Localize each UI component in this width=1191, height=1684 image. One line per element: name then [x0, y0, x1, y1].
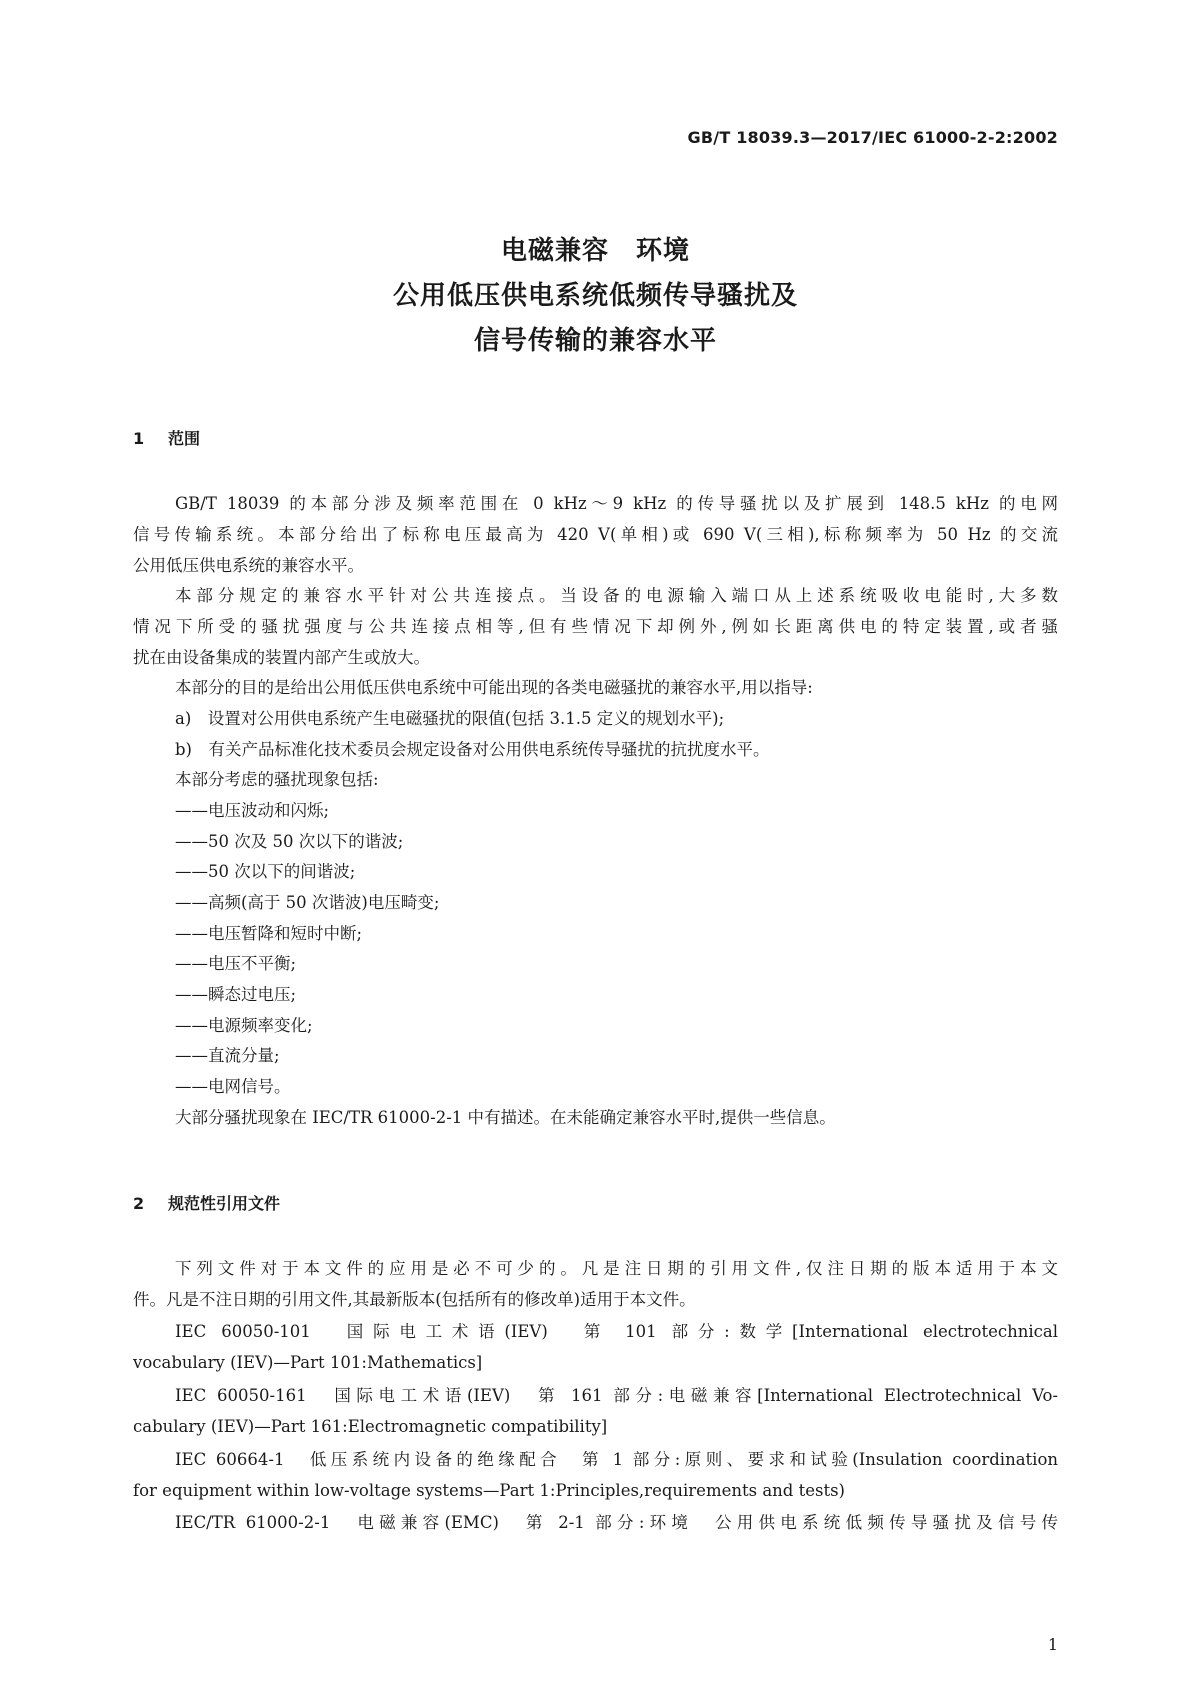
section-1-title: 范围 — [168, 429, 201, 448]
list-item: ——50 次以下的间谐波; — [175, 862, 356, 881]
paragraph-line: 本部分的目的是给出公用低压供电系统中可能出现的各类电磁骚扰的兼容水平,用以指导: — [175, 678, 813, 697]
paragraph-line: 扰在由设备集成的装置内部产生或放大。 — [133, 648, 430, 667]
section-1-number: 1 — [133, 429, 145, 448]
reference-line: vocabulary (IEV)—Part 101:Mathematics] — [133, 1353, 483, 1372]
reference-line: IEC/TR 61000-2-1 电磁兼容(EMC) 第 2-1 部分:环境 公用供电系统低频传导骚扰及信号传 — [175, 1513, 1058, 1532]
paragraph-line: 本部分考虑的骚扰现象包括: — [175, 770, 379, 789]
paragraph-line: 件。凡是不注日期的引用文件,其最新版本(包括所有的修改单)适用于本文件。 — [133, 1290, 696, 1309]
paragraph-line: 情况下所受的骚扰强度与公共连接点相等,但有些情况下却例外,例如长距离供电的特定装置,或者骚 — [133, 617, 1058, 636]
list-item: ——电压暂降和短时中断; — [175, 924, 363, 943]
reference-line: for equipment within low-voltage systems—Part 1:Principles,requirements and tests) — [133, 1481, 845, 1500]
reference-line: cabulary (IEV)—Part 161:Electromagnetic compatibility] — [133, 1417, 608, 1436]
paragraph-line: GB/T 18039 的本部分涉及频率范围在 0 kHz～9 kHz 的传导骚扰以及扩展到 148.5 kHz 的电网 — [175, 494, 1058, 513]
section-2-title: 规范性引用文件 — [168, 1194, 281, 1213]
list-item: ——电压波动和闪烁; — [175, 801, 330, 820]
paragraph-line: 大部分骚扰现象在 IEC/TR 61000-2-1 中有描述。在未能确定兼容水平时,提供一些信息。 — [175, 1108, 836, 1127]
standard-code-header: GB/T 18039.3—2017/IEC 61000-2-2:2002 — [687, 128, 1058, 147]
list-item: ——直流分量; — [175, 1046, 280, 1065]
paragraph-line: 下列文件对于本文件的应用是必不可少的。凡是注日期的引用文件,仅注日期的版本适用于本文 — [175, 1259, 1058, 1278]
paragraph-line: 信号传输系统。本部分给出了标称电压最高为 420 V(单相)或 690 V(三相),标称频率为 50 Hz 的交流 — [133, 525, 1058, 544]
paragraph-line: 本部分规定的兼容水平针对公共连接点。当设备的电源输入端口从上述系统吸收电能时,大多数 — [175, 586, 1058, 605]
document-title-line-3: 信号传输的兼容水平 — [473, 326, 717, 356]
list-item: a) 设置对公用供电系统产生电磁骚扰的限值(包括 3.1.5 定义的规划水平); — [175, 709, 725, 728]
page-number: 1 — [1047, 1635, 1058, 1654]
section-2-number: 2 — [133, 1194, 145, 1213]
document-title-line-1: 电磁兼容 环境 — [500, 236, 690, 266]
reference-line: IEC 60050-161 国际电工术语(IEV) 第 161 部分:电磁兼容[International Electrotechnical Vo- — [175, 1386, 1058, 1405]
list-item: ——电压不平衡; — [175, 954, 297, 973]
list-item: ——瞬态过电压; — [175, 985, 297, 1004]
reference-line: IEC 60050-101 国际电工术语(IEV) 第 101 部分:数学[International electrotechnical — [175, 1322, 1058, 1341]
list-item: ——电网信号。 — [175, 1077, 291, 1096]
reference-line: IEC 60664-1 低压系统内设备的绝缘配合 第 1 部分:原则、要求和试验(Insulation coordination — [175, 1450, 1058, 1469]
document-title-line-2: 公用低压供电系统低频传导骚扰及 — [392, 281, 798, 311]
section-2-heading — [133, 1191, 280, 1214]
list-item: ——高频(高于 50 次谐波)电压畸变; — [175, 893, 440, 912]
list-item: ——50 次及 50 次以下的谐波; — [175, 832, 404, 851]
list-item: b) 有关产品标准化技术委员会规定设备对公用供电系统传导骚扰的抗扰度水平。 — [175, 740, 770, 759]
paragraph-line: 公用低压供电系统的兼容水平。 — [133, 556, 364, 575]
section-1-heading — [133, 426, 200, 449]
list-item: ——电源频率变化; — [175, 1016, 313, 1035]
